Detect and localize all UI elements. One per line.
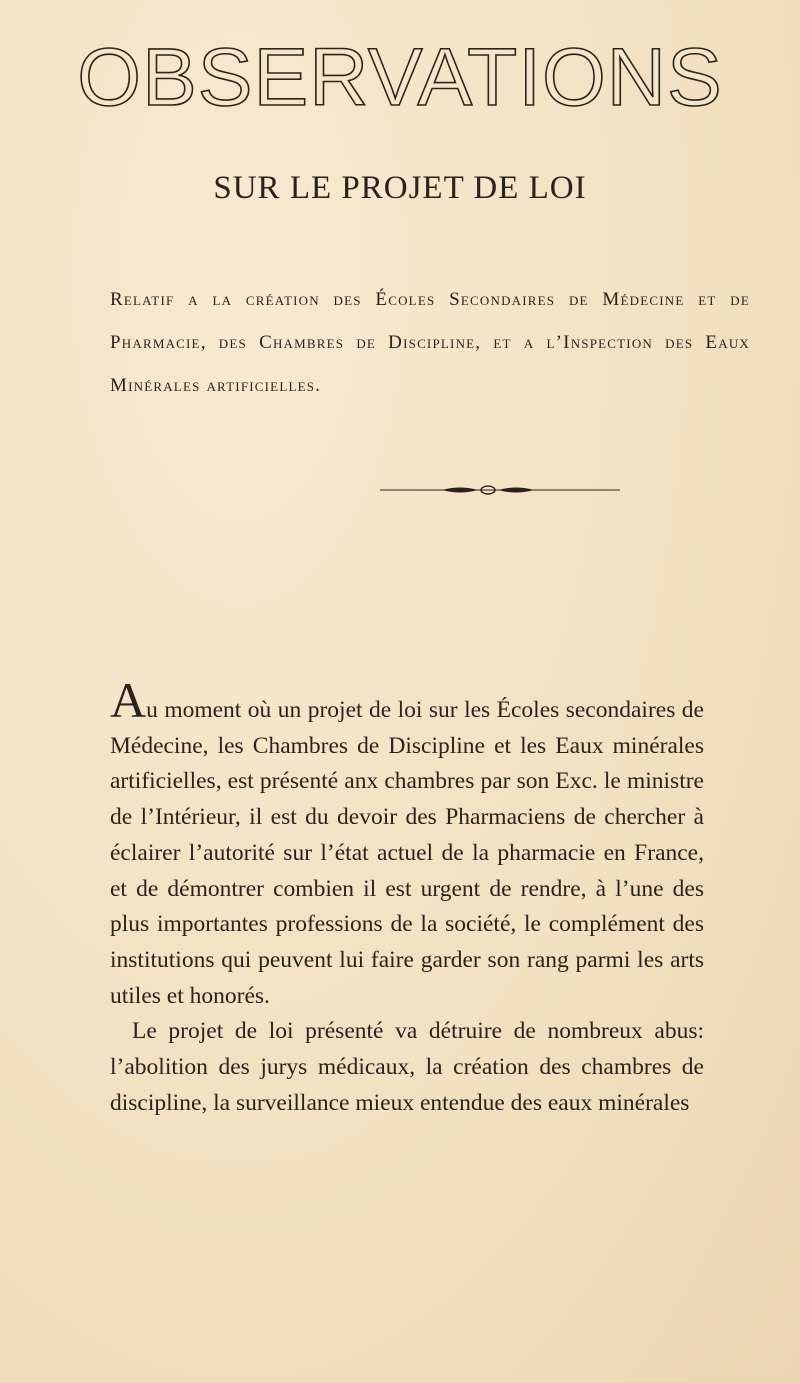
document-subtitle: SUR LE PROJET DE LOI: [213, 170, 587, 206]
paragraph-1-text: u moment où un projet de loi sur les Écoles secondaires de Médecine, les Chambres de Discipline et les Eaux minérales artificielles, est présenté anx chambres par son Exc. le ministre de l’Intérieur, il est du devoir des Pharmaciens de chercher à éclairer l’autorité sur l’état actuel de la pharmacie en France, et de démontrer combien il est urgent de rendre, à l’une des plus importantes professions de la société, le complément des institutions qui peuvent lui faire garder son rang parmi les arts utiles et honorés.: [110, 697, 704, 1009]
paragraph-1: [110, 672, 704, 1014]
document-title: OBSERVATIONS: [77, 32, 723, 123]
paragraph-2: Le projet de loi présenté va détruire de nombreux abus: l’abolition des jurys médicaux, la création des chambres de discipline, la surveillance mieux entendue des eaux minérales: [110, 1018, 704, 1116]
body-text: [110, 672, 704, 1121]
ornamental-rule-icon: [380, 484, 620, 496]
relatif-heading: Relatif a la création des Écoles Secondaires de Médecine et de Pharmacie, des Chambres de Discipline, et a l’Inspection des Eaux Minérales artificielles.: [110, 289, 750, 396]
drop-cap: A: [110, 672, 147, 728]
